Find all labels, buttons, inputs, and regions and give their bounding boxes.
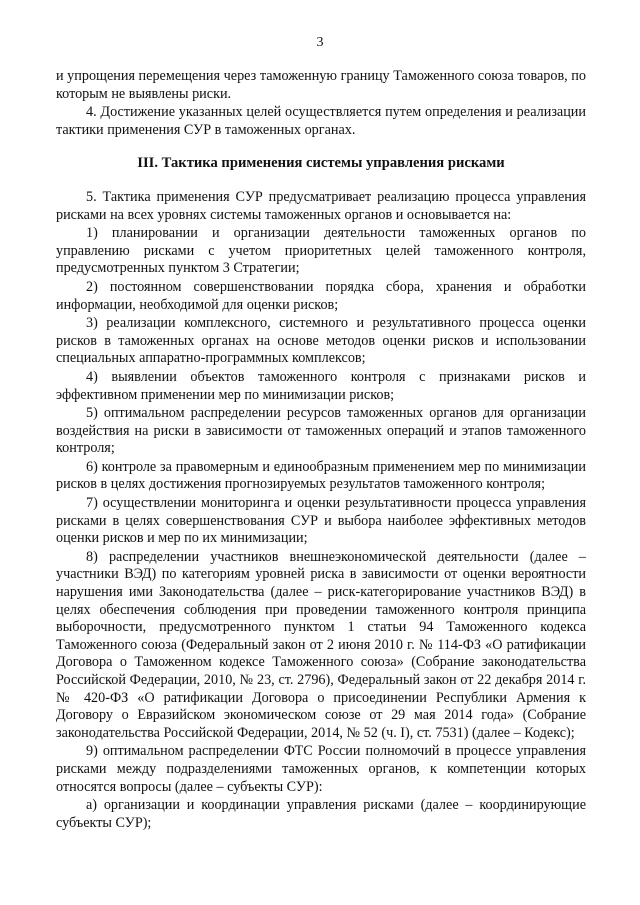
section-heading: III. Тактика применения системы управления рисками (137, 155, 505, 172)
page-number: 3 (316, 35, 324, 50)
list-item-8: 8) распределении участников внешнеэкономической деятельности (далее – участники ВЭД) по категориям уровней риска в зависимости от оценки вероятности нарушения ими Законодательства (далее – риск-категорирование участников ВЭД) в целях обеспечения соблюдения при проведении таможенного контроля принципа выборочности, предусмотренного пунктом 1 статьи 94 Таможенного кодекса Таможенного союза (Федеральный закон от 2 июня 2010 г. № 114-ФЗ «О ратификации Договора о Таможенном кодексе Таможенного союза» (Собрание законодательства Российской Федерации, 2010, № 23, ст. 2796), Федеральный закон от 22 декабря 2014 г. № 420-ФЗ «О ратификации Договора о присоединении Республики Армения к Договору о Евразийском экономическом союзе от 29 мая 2014 года» (Собрание законодательства Российской Федерации, 2014, № 52 (ч. I), ст. 7531) (далее – Кодекс); (56, 548, 586, 741)
list-item-1: 1) планировании и организации деятельности таможенных органов по управлению рисками с учетом приоритетных целей таможенного контроля, предусмотренных пунктом 3 Стратегии; (56, 225, 586, 277)
subitem-a: а) организации и координации управления рисками (далее – координирующие субъекты СУР); (56, 797, 586, 831)
list-item-3: 3) реализации комплексного, системного и результативного процесса оценки рисков в таможенных органах на основе методов оценки рисков и использовании специальных аппаратно-программных комплексов; (56, 315, 586, 367)
paragraph-5: 5. Тактика применения СУР предусматривает реализацию процесса управления рисками на всех уровнях системы таможенных органов и основывается на: (56, 188, 586, 223)
document-body (56, 68, 586, 832)
list-item-5: 5) оптимальном распределении ресурсов таможенных органов для организации воздействия на риски в зависимости от таможенных операций и этапов таможенного контроля; (56, 405, 586, 457)
intro-continuation: и упрощения перемещения через таможенную границу Таможенного союза товаров, по которым не выявлены риски. (56, 68, 586, 102)
list-item-9: 9) оптимальном распределении ФТС России полномочий в процессе управления рисками между подразделениями таможенных органов, к компетенции которых относятся вопросы (далее – субъекты СУР): (56, 743, 586, 795)
list-item-2: 2) постоянном совершенствовании порядка сбора, хранения и обработки информации, необходимой для оценки рисков; (56, 278, 586, 313)
list-item-7: 7) осуществлении мониторинга и оценки результативности процесса управления рисками в целях совершенствования СУР и выбора наиболее эффективных методов оценки рисков и мер по их минимизации; (56, 495, 586, 547)
paragraph-4: 4. Достижение указанных целей осуществляется путем определения и реализации тактики применения СУР в таможенных органах. (56, 104, 586, 138)
list-item-4: 4) выявлении объектов таможенного контроля с признаками рисков и эффективном применении мер по минимизации рисков; (56, 368, 586, 403)
list-item-6: 6) контроле за правомерным и единообразным применением мер по минимизации рисков в целях достижения прогнозируемых результатов таможенного контроля; (56, 458, 586, 493)
